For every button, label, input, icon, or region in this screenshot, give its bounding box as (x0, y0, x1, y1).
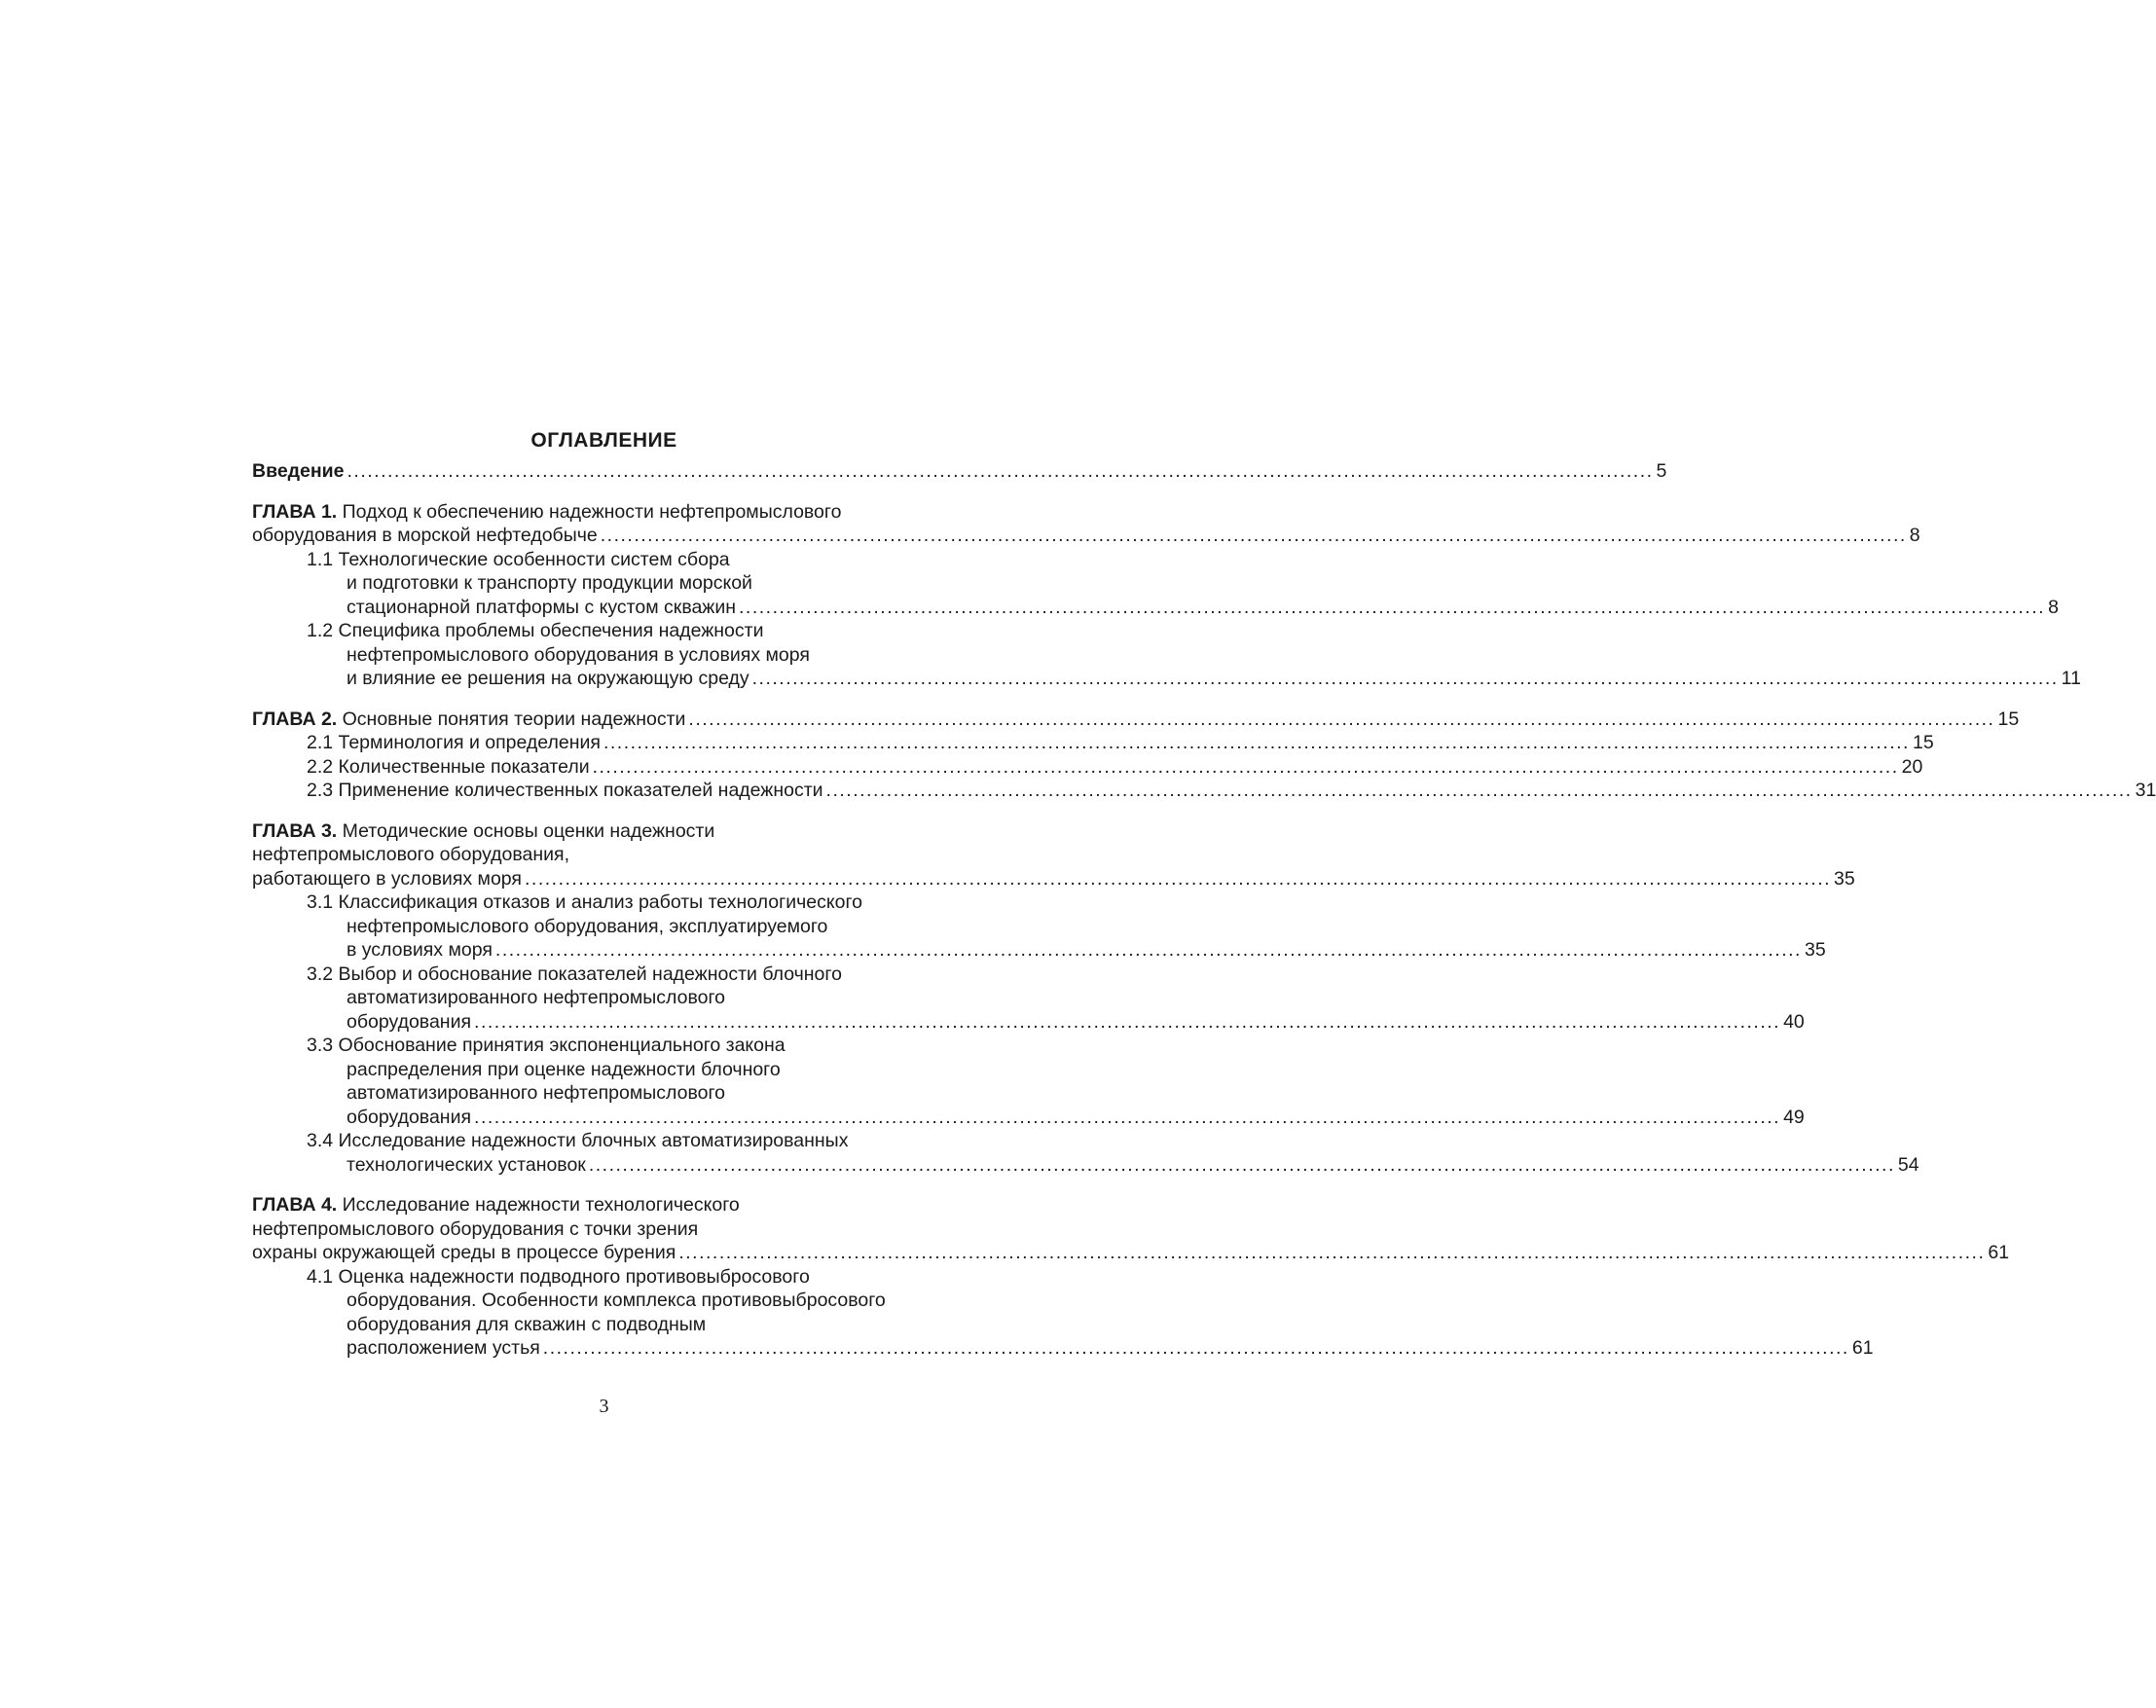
dot-leader: .................................................................................................................................................................................................. (542, 1337, 1849, 1359)
toc-entry-3-2[interactable] (252, 963, 963, 987)
toc-entry-3-4-end[interactable] (252, 1153, 1919, 1178)
page-number: 35 (1834, 867, 1855, 890)
page-number: 8 (2048, 596, 2059, 618)
section-title-cont: оборудования (347, 1106, 472, 1128)
dot-leader: .................................................................................................................................................................................................. (474, 1106, 1781, 1128)
chapter-title-cont: нефтепромыслового оборудования с точки зрения (252, 1217, 699, 1240)
toc-entry-3-1-end[interactable] (252, 938, 1826, 963)
page-number: 49 (1783, 1106, 1805, 1128)
dot-leader: .................................................................................................................................................................................................. (751, 668, 2059, 689)
chapter-title: Методические основы оценки надежности (342, 819, 715, 842)
page-number: 31 (2135, 780, 2156, 801)
page-number: 40 (1783, 1010, 1805, 1033)
toc-entry-2-3[interactable] (252, 779, 2156, 803)
chapter-label: ГЛАВА 3. (252, 819, 338, 842)
dot-leader: .................................................................................................................................................................................................. (592, 755, 1899, 778)
toc-entry-chapter-4-cont (252, 1217, 963, 1242)
dot-leader: .................................................................................................................................................................................................. (688, 708, 1995, 730)
section-title: 1.1 Технологические особенности систем сбора (307, 548, 730, 570)
toc-entry-chapter-1[interactable] (252, 500, 963, 525)
toc-entry-4-1-cont (252, 1289, 963, 1313)
dot-leader: .................................................................................................................................................................................................. (678, 1242, 1986, 1263)
section-title: 3.3 Обоснование принятия экспоненциального закона (307, 1035, 786, 1056)
toc-entry-4-1-cont (252, 1313, 963, 1337)
section-title-cont: технологических установок (347, 1153, 586, 1176)
dot-leader: .................................................................................................................................................................................................. (600, 525, 1907, 546)
dot-leader: .................................................................................................................................................................................................. (739, 596, 2046, 618)
toc-entry-chapter-3-end[interactable] (252, 867, 1855, 891)
toc-entry-label: Введение (252, 460, 345, 482)
toc-entry-1-2[interactable] (252, 619, 963, 643)
chapter-title-cont: охраны окружающей среды в процессе бурения (252, 1242, 676, 1263)
section-title: 2.1 Терминология и определения (307, 732, 601, 753)
toc-entry-3-3-cont (252, 1081, 963, 1106)
page-number: 15 (1912, 732, 1934, 753)
toc-entry-chapter-4[interactable] (252, 1193, 963, 1217)
toc-entry-3-3-end[interactable] (252, 1106, 1805, 1130)
page-title: ОГЛАВЛЕНИЕ (530, 429, 677, 452)
toc-entry-3-1[interactable] (252, 890, 963, 915)
section-title-cont: стационарной платформы с кустом скважин (347, 596, 737, 618)
chapter-title-cont: оборудования в морской нефтедобыче (252, 525, 598, 546)
chapter-label: ГЛАВА 1. (252, 500, 338, 523)
section-title-cont: оборудования (347, 1010, 472, 1033)
section-title: 3.1 Классификация отказов и анализ работы технологического (307, 891, 862, 913)
toc-entry-2-2[interactable] (252, 755, 1923, 780)
chapter-title: Подход к обеспечению надежности нефтепромыслового (342, 500, 842, 523)
chapter-label: ГЛАВА 4. (252, 1194, 338, 1216)
chapter-title: Основные понятия теории надежности (342, 708, 686, 730)
section-title-cont: оборудования. Особенности комплекса противовыбросового (347, 1290, 886, 1311)
page-number: 20 (1901, 755, 1923, 778)
section-title: 3.4 Исследование надежности блочных автоматизированных (307, 1130, 849, 1151)
toc-entry-3-3-cont (252, 1058, 963, 1082)
section-title: 2.2 Количественные показатели (307, 755, 590, 778)
page-number: 61 (1851, 1337, 1874, 1359)
table-of-contents (252, 459, 2156, 1361)
chapter-label: ГЛАВА 2. (252, 708, 338, 730)
section-title-cont: и подготовки к транспорту продукции морской (347, 572, 752, 594)
chapter-title: Исследование надежности технологического (342, 1194, 740, 1216)
toc-entry-3-3[interactable] (252, 1034, 963, 1058)
section-title: 4.1 Оценка надежности подводного противовыбросового (307, 1265, 810, 1288)
section-title-cont: распределения при оценке надежности блочного (347, 1058, 781, 1080)
chapter-title-cont: нефтепромыслового оборудования, (252, 844, 570, 865)
dot-leader: .................................................................................................................................................................................................. (825, 780, 2133, 801)
toc-entry-1-1[interactable] (252, 548, 963, 572)
toc-entry-3-2-end[interactable] (252, 1010, 1805, 1035)
dot-leader: .................................................................................................................................................................................................. (494, 939, 1802, 961)
section-title-cont: нефтепромыслового оборудования в условиях моря (347, 643, 810, 666)
toc-entry-chapter-4-end[interactable] (252, 1241, 2010, 1265)
toc-entry-3-2-cont (252, 986, 963, 1010)
section-title-cont: автоматизированного нефтепромыслового (347, 987, 725, 1008)
toc-entry-4-1[interactable] (252, 1265, 963, 1290)
toc-entry-chapter-3[interactable] (252, 819, 963, 844)
toc-entry-3-1-cont (252, 915, 963, 939)
section-title-cont: в условиях моря (347, 939, 493, 961)
toc-entry-intro[interactable] (252, 459, 1667, 484)
chapter-title-cont: работающего в условиях моря (252, 867, 522, 890)
toc-entry-chapter-2[interactable] (252, 708, 2020, 732)
toc-entry-1-2-cont (252, 643, 963, 668)
page-number: 15 (1997, 708, 2020, 730)
page-number: 8 (1909, 525, 1920, 546)
page-number: 5 (1656, 460, 1667, 482)
section-title-cont: автоматизированного нефтепромыслового (347, 1082, 725, 1104)
toc-entry-1-1-end[interactable] (252, 596, 2059, 620)
dot-leader: .................................................................................................................................................................................................. (525, 867, 1832, 890)
dot-leader: .................................................................................................................................................................................................. (347, 460, 1654, 482)
page-folio-number: 3 (599, 1396, 609, 1417)
toc-entry-2-1[interactable] (252, 731, 1934, 755)
toc-entry-3-4[interactable] (252, 1129, 963, 1153)
toc-entry-1-2-end[interactable] (252, 667, 2081, 691)
section-title-cont: расположением устья (347, 1337, 540, 1359)
toc-entry-chapter-3-cont (252, 843, 963, 867)
page-number: 54 (1897, 1153, 1919, 1176)
section-title: 3.2 Выбор и обоснование показателей надежности блочного (307, 963, 842, 985)
toc-entry-1-1-cont (252, 571, 963, 596)
page-number: 35 (1804, 939, 1826, 961)
toc-entry-chapter-1-end[interactable] (252, 524, 1920, 548)
dot-leader: .................................................................................................................................................................................................. (603, 732, 1910, 753)
section-title: 1.2 Специфика проблемы обеспечения надежности (307, 620, 764, 641)
section-title-cont: и влияние ее решения на окружающую среду (347, 668, 749, 689)
page-number: 61 (1988, 1242, 2010, 1263)
section-title-cont: оборудования для скважин с подводным (347, 1313, 707, 1335)
dot-leader: .................................................................................................................................................................................................. (588, 1153, 1895, 1176)
dot-leader: .................................................................................................................................................................................................. (474, 1010, 1781, 1033)
section-title: 2.3 Применение количественных показателей надежности (307, 780, 823, 801)
section-title-cont: нефтепромыслового оборудования, эксплуатируемого (347, 915, 828, 937)
page-number: 11 (2061, 668, 2081, 689)
toc-entry-4-1-end[interactable] (252, 1336, 1874, 1361)
